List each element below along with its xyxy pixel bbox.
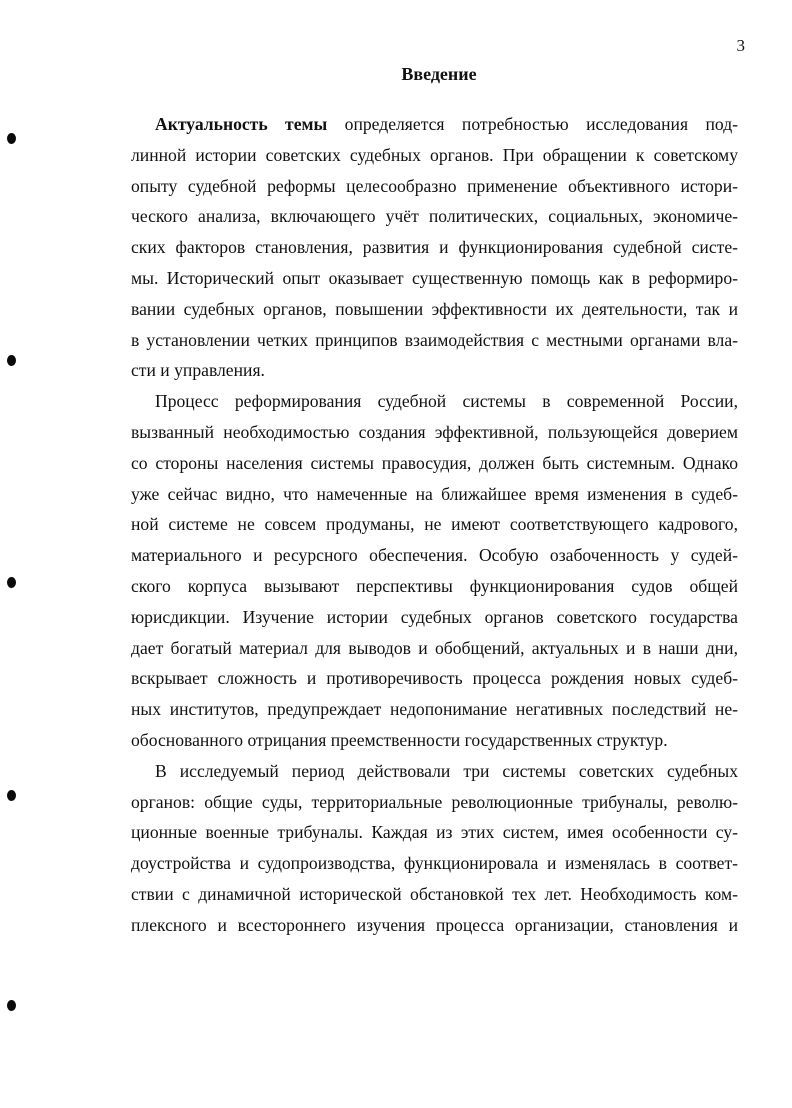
paragraph-line: дает богатый материал для выводов и обобщений, актуальных и в наши дни, (131, 637, 738, 658)
paragraph-line: уже сейчас видно, что намеченные на ближайшее время изменения в судеб- (131, 483, 738, 504)
body-text (131, 109, 738, 941)
binder-hole-mark (7, 133, 16, 144)
paragraph-line: вскрывает сложность и противоречивость процесса рождения новых судеб- (131, 668, 738, 689)
paragraph-line: Актуальность темы определяется потребностью исследования под- (155, 114, 739, 134)
paragraph-line: ных институтов, предупреждает недопонимание негативных последствий не- (131, 699, 738, 720)
paragraph-line: юрисдикции. Изучение истории судебных органов советского государства (131, 606, 738, 627)
binder-hole-mark (7, 355, 16, 366)
paragraph-line: линной истории советских судебных органов. При обращении к советскому (131, 144, 738, 165)
binder-hole-mark (7, 1000, 16, 1011)
paragraph-line: обоснованного отрицания преемственности государственных структур. (131, 729, 668, 750)
paragraph-line: ствии с динамичной исторической обстановкой тех лет. Необходимость ком- (131, 883, 738, 904)
paragraph-line: ского корпуса вызывают перспективы функционирования судов общей (131, 575, 738, 596)
paragraph-line: со стороны населения системы правосудия, должен быть системным. Однако (131, 452, 738, 473)
paragraph-line: плексного и всестороннего изучения процесса организации, становления и (131, 914, 738, 935)
page-number: 3 (736, 36, 745, 55)
paragraph-line: вызванный необходимостью создания эффективной, пользующейся доверием (131, 421, 738, 442)
paragraph-line: ческого анализа, включающего учёт политических, социальных, экономиче- (131, 206, 738, 227)
paragraph-line: сти и управления. (131, 360, 265, 381)
paragraph-line: опыту судебной реформы целесообразно применение объективного истори- (131, 175, 738, 196)
paragraph-line: В исследуемый период действовали три системы советских судебных (155, 760, 738, 781)
paragraph-line: ских факторов становления, развития и функционирования судебной систе- (131, 237, 738, 258)
paragraph-line: мы. Исторический опыт оказывает существенную помощь как в реформиро- (131, 267, 738, 288)
paragraph-line: ной системе не совсем продуманы, не имеют соответствующего кадрового, (131, 514, 738, 535)
paragraph-line: ционные военные трибуналы. Каждая из этих систем, имея особенности су- (131, 822, 738, 843)
paragraph-line: доустройства и судопроизводства, функционировала и изменялась в соответ- (131, 853, 738, 874)
paragraph-reform-process (131, 386, 738, 756)
paragraph-line: Процесс реформирования судебной системы в современной России, (155, 391, 738, 412)
paragraph-line: в установлении четких принципов взаимодействия с местными органами вла- (131, 329, 738, 350)
section-title: Введение (401, 64, 477, 84)
paragraph-line: материального и ресурсного обеспечения. Особую озабоченность у судей- (131, 545, 738, 566)
binder-hole-mark (7, 577, 16, 588)
paragraph-line: органов: общие суды, территориальные революционные трибуналы, револю- (131, 791, 738, 812)
paragraph-court-systems (131, 756, 738, 941)
paragraph-relevance (131, 109, 738, 386)
paragraph-line: вании судебных органов, повышении эффективности их деятельности, так и (131, 298, 738, 319)
binder-hole-mark (7, 790, 16, 801)
bold-lead-term: Актуальность темы (155, 114, 328, 134)
